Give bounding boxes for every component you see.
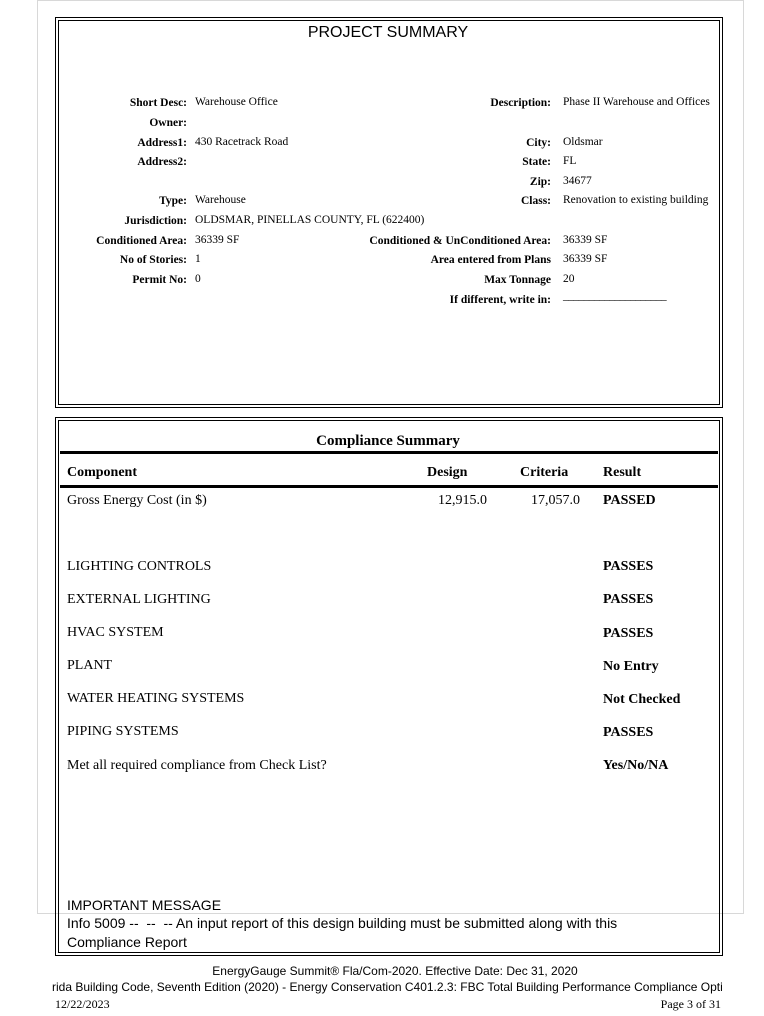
address2-label: Address2: bbox=[137, 156, 187, 168]
area-from-plans-value: 36339 SF bbox=[563, 253, 608, 265]
header-result: Result bbox=[603, 465, 642, 480]
conditioned-area-value: 36339 SF bbox=[195, 234, 240, 246]
total-area-value: 36339 SF bbox=[563, 234, 608, 246]
energy-design: 12,915.0 bbox=[438, 493, 487, 508]
row-component: EXTERNAL LIGHTING bbox=[67, 592, 211, 607]
footer-software-line: EnergyGauge Summit® Fla/Com-2020. Effective Date: Dec 31, 2020 bbox=[212, 964, 578, 978]
row-result: PASSES bbox=[603, 592, 654, 607]
row-result: Yes/No/NA bbox=[603, 758, 669, 773]
total-area-label: Conditioned & UnConditioned Area: bbox=[369, 235, 551, 247]
project-summary-inner-border bbox=[58, 20, 720, 405]
row-result: PASSES bbox=[603, 559, 654, 574]
class-label: Class: bbox=[520, 195, 551, 207]
project-summary-title: PROJECT SUMMARY bbox=[307, 24, 469, 41]
row-component: WATER HEATING SYSTEMS bbox=[67, 691, 245, 706]
important-message-title: IMPORTANT MESSAGE bbox=[67, 897, 222, 913]
row-result: PASSES bbox=[603, 626, 654, 641]
footer-page-number: Page 3 of 31 bbox=[660, 997, 721, 1011]
jurisdiction-label: Jurisdiction: bbox=[124, 215, 187, 227]
important-message-line2: Compliance Report bbox=[67, 934, 187, 950]
row-result: Not Checked bbox=[603, 692, 681, 707]
conditioned-area-label: Conditioned Area: bbox=[96, 235, 187, 247]
state-value: FL bbox=[563, 155, 577, 167]
type-label: Type: bbox=[159, 195, 187, 207]
description-label: Description: bbox=[490, 97, 551, 109]
compliance-summary-title: Compliance Summary bbox=[316, 433, 460, 449]
footer-code-line: rida Building Code, Seventh Edition (2020) - Energy Conservation C401.2.3: FBC Total Building Performance Compliance Opti bbox=[52, 980, 723, 994]
energy-component: Gross Energy Cost (in $) bbox=[67, 493, 207, 508]
footer-date: 12/22/2023 bbox=[55, 997, 110, 1011]
if-different-blank: ____________________ bbox=[563, 290, 667, 302]
state-label: State: bbox=[522, 156, 551, 168]
row-component: Met all required compliance from Check List? bbox=[67, 758, 327, 773]
jurisdiction-value: OLDSMAR, PINELLAS COUNTY, FL (622400) bbox=[195, 214, 425, 226]
header-design: Design bbox=[427, 465, 468, 480]
permit-no-label: Permit No: bbox=[132, 274, 187, 286]
short-desc-label: Short Desc: bbox=[129, 97, 187, 109]
city-label: City: bbox=[526, 137, 551, 149]
row-component: PLANT bbox=[67, 658, 113, 673]
header-component: Component bbox=[67, 465, 138, 480]
header-bottom-rule bbox=[60, 485, 718, 488]
max-tonnage-label: Max Tonnage bbox=[484, 274, 551, 286]
energy-result: PASSED bbox=[603, 493, 656, 508]
city-value: Oldsmar bbox=[563, 136, 603, 148]
important-message-line1: Info 5009 -- -- -- An input report of this design building must be submitted along with this bbox=[67, 915, 618, 931]
zip-value: 34677 bbox=[563, 175, 592, 187]
short-desc-value: Warehouse Office bbox=[195, 96, 278, 108]
row-component: HVAC SYSTEM bbox=[67, 625, 164, 640]
stories-label: No of Stories: bbox=[119, 254, 187, 266]
address1-label: Address1: bbox=[137, 137, 187, 149]
owner-label: Owner: bbox=[149, 117, 187, 129]
row-component: LIGHTING CONTROLS bbox=[67, 559, 212, 574]
max-tonnage-value: 20 bbox=[563, 273, 575, 285]
description-value: Phase II Warehouse and Offices bbox=[563, 96, 710, 108]
type-value: Warehouse bbox=[195, 194, 246, 206]
if-different-label: If different, write in: bbox=[449, 294, 551, 306]
header-criteria: Criteria bbox=[520, 465, 569, 480]
row-result: No Entry bbox=[603, 659, 659, 674]
zip-label: Zip: bbox=[529, 176, 551, 188]
header-top-rule bbox=[60, 451, 718, 454]
energy-criteria: 17,057.0 bbox=[531, 493, 580, 508]
row-result: PASSES bbox=[603, 725, 654, 740]
address1-value: 430 Racetrack Road bbox=[195, 136, 289, 148]
permit-no-value: 0 bbox=[195, 273, 201, 285]
row-component: PIPING SYSTEMS bbox=[67, 724, 179, 739]
stories-value: 1 bbox=[195, 253, 201, 265]
class-value: Renovation to existing building bbox=[563, 194, 709, 206]
area-from-plans-label: Area entered from Plans bbox=[430, 254, 551, 266]
